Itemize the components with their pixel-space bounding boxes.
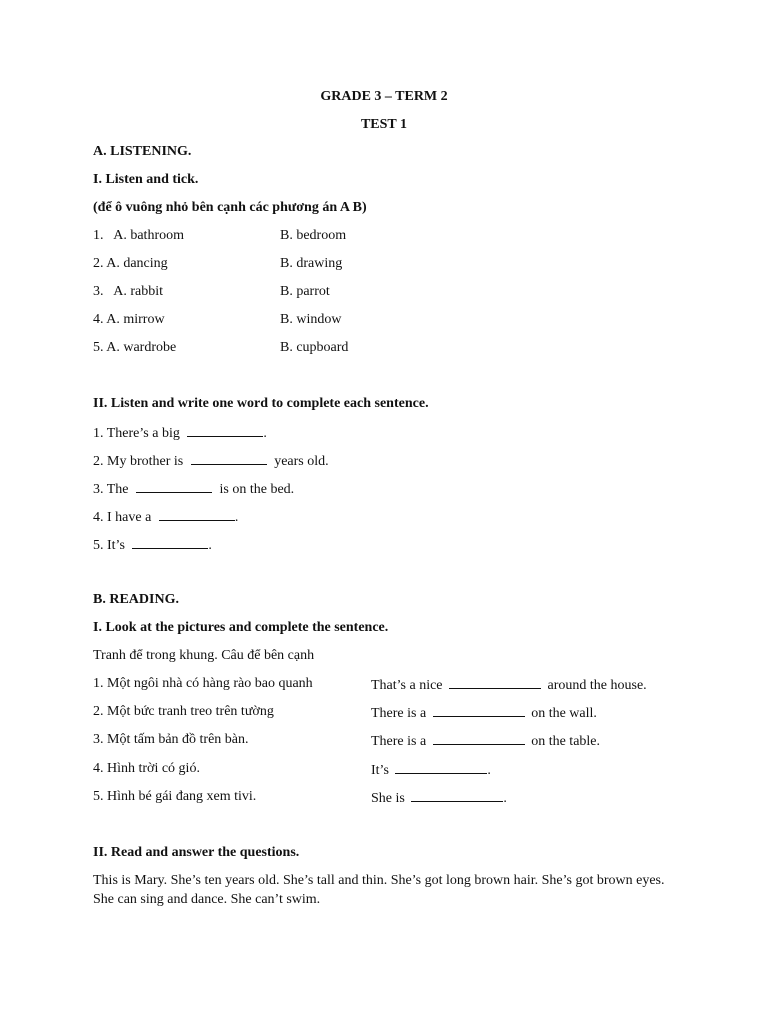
option-b-3: B. parrot bbox=[280, 284, 330, 299]
reading-part1-note: Tranh để trong khung. Câu để bên cạnh bbox=[93, 648, 315, 663]
complete-sentence-2 bbox=[371, 704, 597, 722]
sentence-text: 3. The bbox=[93, 482, 129, 497]
sentence-text: . bbox=[487, 763, 491, 778]
sentence-text: 5. It’s bbox=[93, 538, 125, 553]
listening-part1-heading: I. Listen and tick. bbox=[93, 172, 199, 187]
test-number: TEST 1 bbox=[360, 117, 408, 132]
answer-blank[interactable] bbox=[159, 508, 235, 521]
sentence-text: 4. I have a bbox=[93, 510, 152, 525]
sentence-text: There is a bbox=[371, 734, 427, 749]
fill-sentence-5 bbox=[93, 536, 212, 554]
sentence-text: 2. My brother is bbox=[93, 454, 184, 469]
reading-part1-heading: I. Look at the pictures and complete the sentence. bbox=[93, 620, 389, 635]
sentence-text: on the wall. bbox=[531, 706, 597, 721]
sentence-text: . bbox=[234, 510, 239, 525]
sentence-text: . bbox=[263, 426, 267, 441]
sentence-text: on the table. bbox=[531, 734, 601, 749]
sentence-text: . bbox=[503, 791, 507, 806]
listening-part1-note: (để ô vuông nhỏ bên cạnh các phương án A B) bbox=[93, 200, 367, 215]
answer-blank[interactable] bbox=[433, 732, 525, 745]
fill-sentence-2 bbox=[93, 452, 329, 470]
complete-sentence-4 bbox=[371, 761, 491, 779]
answer-blank[interactable] bbox=[449, 676, 541, 689]
option-b-5: B. cupboard bbox=[280, 340, 349, 355]
answer-blank[interactable] bbox=[433, 704, 525, 717]
answer-blank[interactable] bbox=[395, 761, 487, 774]
sentence-text: is on the bed. bbox=[219, 482, 295, 497]
option-a-4: 4. A. mirrow bbox=[93, 312, 165, 327]
answer-blank[interactable] bbox=[411, 789, 503, 802]
sentence-text: There is a bbox=[371, 706, 427, 721]
sentence-text: That’s a nice bbox=[371, 678, 443, 693]
answer-blank[interactable] bbox=[136, 480, 212, 493]
option-a-1: 1. A. bathroom bbox=[93, 228, 184, 243]
option-b-2: B. drawing bbox=[280, 256, 343, 271]
picture-description-4: 4. Hình trời có gió. bbox=[93, 761, 200, 776]
section-reading-heading: B. READING. bbox=[93, 592, 179, 607]
answer-blank[interactable] bbox=[132, 536, 208, 549]
fill-sentence-4 bbox=[93, 508, 238, 526]
sentence-text: She is bbox=[371, 791, 405, 806]
picture-description-3: 3. Một tấm bản đồ trên bàn. bbox=[93, 732, 249, 747]
fill-sentence-1 bbox=[93, 424, 267, 442]
option-b-4: B. window bbox=[280, 312, 342, 327]
sentence-text: 1. There’s a big bbox=[93, 426, 180, 441]
option-a-3: 3. A. rabbit bbox=[93, 284, 163, 299]
picture-description-2: 2. Một bức tranh treo trên tường bbox=[93, 704, 274, 719]
answer-blank[interactable] bbox=[191, 452, 267, 465]
sentence-text: . bbox=[208, 538, 212, 553]
complete-sentence-1 bbox=[371, 676, 647, 694]
sentence-text: It’s bbox=[371, 763, 389, 778]
reading-part2-heading: II. Read and answer the questions. bbox=[93, 845, 300, 860]
sentence-text: years old. bbox=[274, 454, 329, 469]
section-listening-heading: A. LISTENING. bbox=[93, 144, 192, 159]
worksheet-title: GRADE 3 – TERM 2 bbox=[320, 89, 448, 104]
reading-passage: This is Mary. She’s ten years old. She’s tall and thin. She’s got long brown hair. She’s got brown eyes. She can sing and dance. She can’t swim. bbox=[93, 873, 665, 907]
option-b-1: B. bedroom bbox=[280, 228, 347, 243]
listening-part2-heading: II. Listen and write one word to complete each sentence. bbox=[93, 396, 429, 411]
complete-sentence-5 bbox=[371, 789, 507, 807]
complete-sentence-3 bbox=[371, 732, 600, 750]
answer-blank[interactable] bbox=[187, 424, 263, 437]
option-a-5: 5. A. wardrobe bbox=[93, 340, 177, 355]
picture-description-5: 5. Hình bé gái đang xem tivi. bbox=[93, 789, 257, 804]
sentence-text: around the house. bbox=[547, 678, 647, 693]
picture-description-1: 1. Một ngôi nhà có hàng rào bao quanh bbox=[93, 676, 313, 691]
option-a-2: 2. A. dancing bbox=[93, 256, 168, 271]
fill-sentence-3 bbox=[93, 480, 294, 498]
